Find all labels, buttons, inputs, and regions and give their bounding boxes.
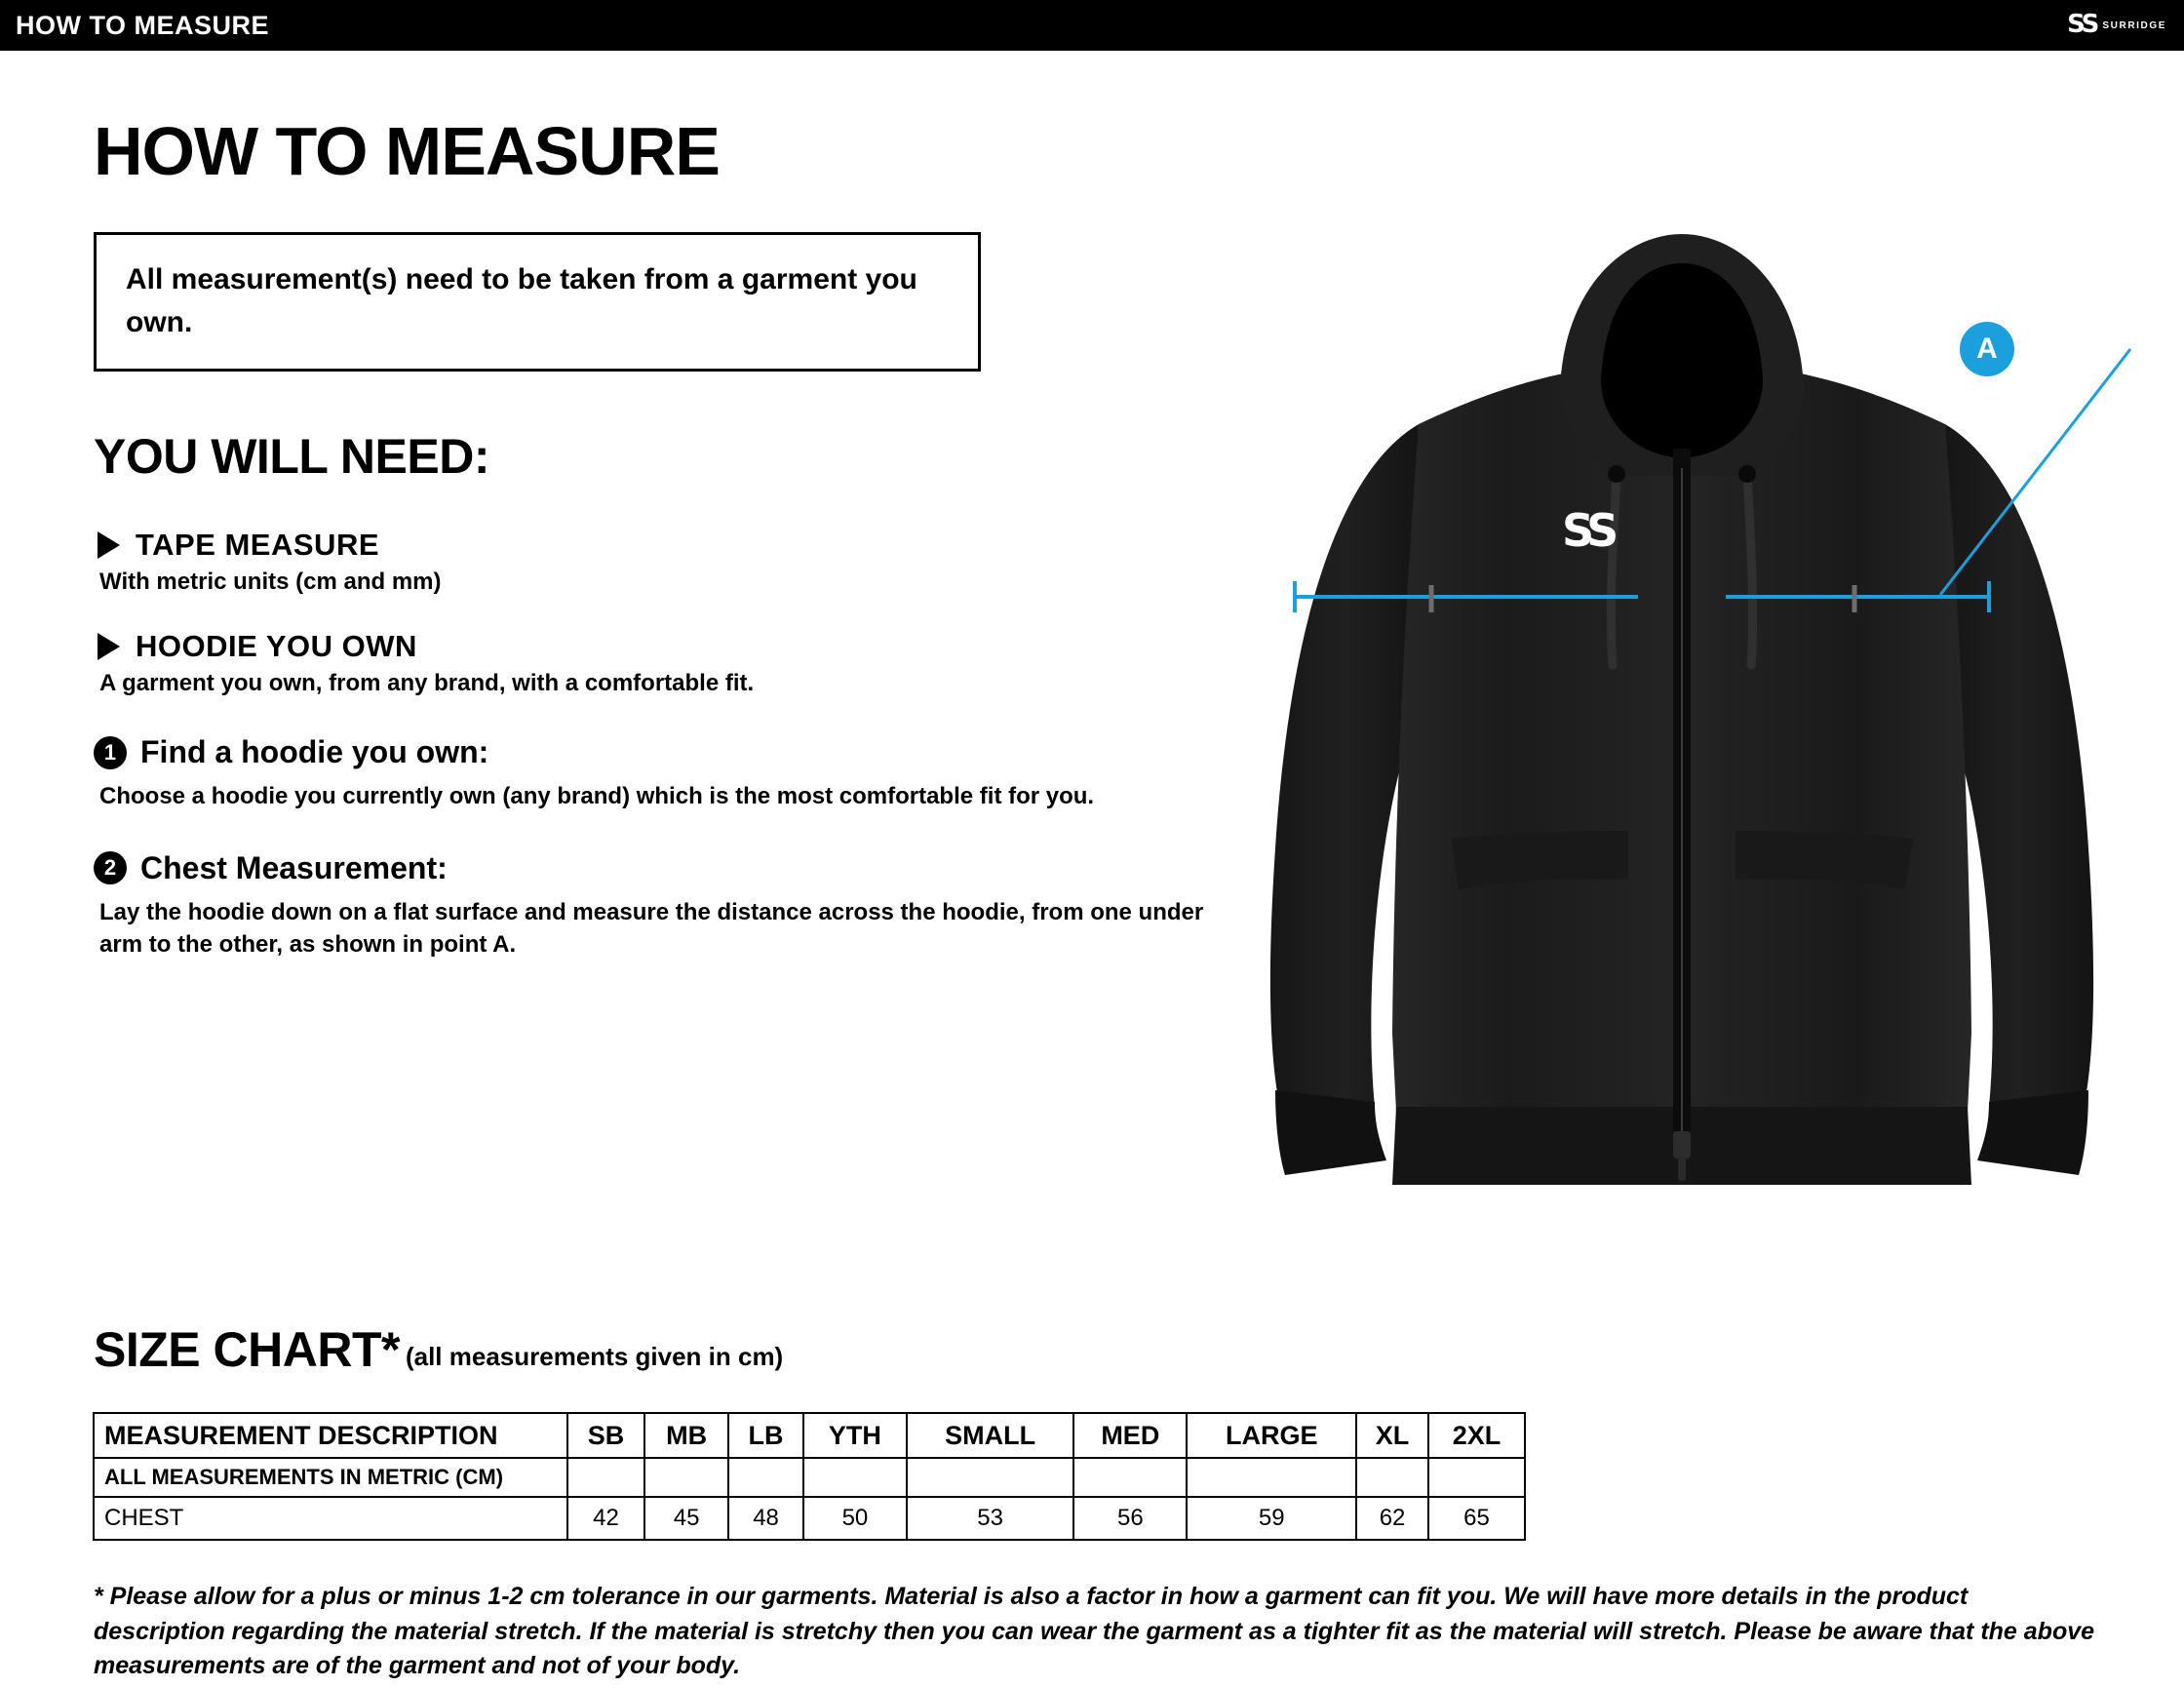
size-chart-subtitle: (all measurements given in cm)	[405, 1342, 784, 1371]
table-header-cell: MEASUREMENT DESCRIPTION	[94, 1413, 567, 1458]
top-bar-title: HOW TO MEASURE	[16, 10, 270, 40]
need-item-header	[94, 629, 1234, 664]
triangle-bullet-icon	[98, 531, 120, 559]
measurement-callout-text: All measurement(s) need to be taken from a garment you own.	[126, 263, 917, 338]
table-cell: 45	[644, 1497, 728, 1540]
table-cell	[907, 1458, 1073, 1497]
right-eyelet	[1738, 465, 1756, 483]
footnote-text: * Please allow for a plus or minus 1-2 cm tolerance in our garments. Material is also a factor in how a garment can fit you. We will have more details in the product description regarding the material stretch. If the material is stretchy then you can wear the garment as a tighter fit as the material will stretch. Please be aware that the above measurements are of the garment and not of your body.	[94, 1583, 2095, 1679]
step-number-badge: 2	[94, 851, 127, 884]
zip-tab	[1678, 1156, 1686, 1181]
table-cell	[1187, 1458, 1356, 1497]
garment-illustration	[1219, 224, 2145, 1297]
table-header-cell: YTH	[803, 1413, 907, 1458]
table-cell	[1356, 1458, 1428, 1497]
table-header-cell: MED	[1073, 1413, 1187, 1458]
hoodie-svg	[1219, 224, 2145, 1297]
brand-logo	[2067, 10, 2184, 40]
size-chart-table	[93, 1412, 1526, 1541]
step-title: Chest Measurement:	[140, 849, 448, 885]
table-row	[94, 1497, 1525, 1540]
table-row-label: ALL MEASUREMENTS IN METRIC (CM)	[94, 1458, 567, 1497]
table-cell	[728, 1458, 802, 1497]
table-row	[94, 1458, 1525, 1497]
size-chart-title: SIZE CHART*	[94, 1322, 400, 1377]
step-body: Lay the hoodie down on a flat surface and measure the distance across the hoodie, from one under arm to the other, as shown in point A.	[99, 898, 1204, 959]
need-item-label: TAPE MEASURE	[136, 528, 380, 562]
zip-pull	[1673, 1131, 1691, 1158]
size-chart-heading	[94, 1321, 783, 1378]
table-header-cell: LB	[728, 1413, 802, 1458]
step-1	[94, 734, 1234, 813]
triangle-bullet-icon	[98, 633, 120, 660]
table-cell: 65	[1428, 1497, 1525, 1540]
table-header-row	[94, 1413, 1525, 1458]
brand-name: SURRIDGE	[2102, 20, 2166, 31]
table-header-cell: 2XL	[1428, 1413, 1525, 1458]
step-number-badge: 1	[94, 736, 127, 769]
table-cell: 50	[803, 1497, 907, 1540]
step-header	[94, 850, 1234, 886]
table-cell	[1073, 1458, 1187, 1497]
table-cell	[1428, 1458, 1525, 1497]
left-cuff	[1275, 1090, 1386, 1175]
table-cell: 48	[728, 1497, 802, 1540]
step-header	[94, 734, 1234, 770]
step-2	[94, 850, 1234, 962]
table-cell: 42	[567, 1497, 644, 1540]
table-cell: 62	[1356, 1497, 1428, 1540]
you-will-need-title: YOU WILL NEED:	[94, 429, 489, 484]
table-header-cell: XL	[1356, 1413, 1428, 1458]
table-header-cell: SB	[567, 1413, 644, 1458]
callout-badge-a: A	[1960, 322, 2014, 376]
table-row-label: CHEST	[94, 1497, 567, 1540]
chest-logo-icon	[1562, 504, 1616, 557]
table-cell: 56	[1073, 1497, 1187, 1540]
left-eyelet	[1608, 465, 1625, 483]
table-header-cell: MB	[644, 1413, 728, 1458]
table-cell	[567, 1458, 644, 1497]
need-item-description: A garment you own, from any brand, with a comfortable fit.	[99, 670, 755, 696]
step-body: Choose a hoodie you currently own (any brand) which is the most comfortable fit for you.	[99, 783, 1095, 809]
table-cell	[644, 1458, 728, 1497]
table-header-cell: LARGE	[1187, 1413, 1356, 1458]
need-item-label: HOODIE YOU OWN	[136, 629, 417, 663]
table-cell: 53	[907, 1497, 1073, 1540]
page-title: HOW TO MEASURE	[94, 113, 720, 189]
step-title: Find a hoodie you own:	[140, 734, 489, 769]
top-bar	[0, 0, 2184, 51]
need-item-hoodie	[94, 629, 1234, 697]
table-cell	[803, 1458, 907, 1497]
table-cell: 59	[1187, 1497, 1356, 1540]
measurement-callout-box	[94, 232, 981, 372]
brand-mark-icon: SS	[2067, 10, 2097, 40]
right-cuff	[1977, 1090, 2088, 1175]
svg-text:SS: SS	[1562, 504, 1614, 557]
need-item-header	[94, 528, 1234, 563]
table-header-cell: SMALL	[907, 1413, 1073, 1458]
need-item-tape-measure	[94, 528, 1234, 596]
need-item-description: With metric units (cm and mm)	[99, 569, 442, 595]
left-content-column	[94, 113, 1234, 962]
